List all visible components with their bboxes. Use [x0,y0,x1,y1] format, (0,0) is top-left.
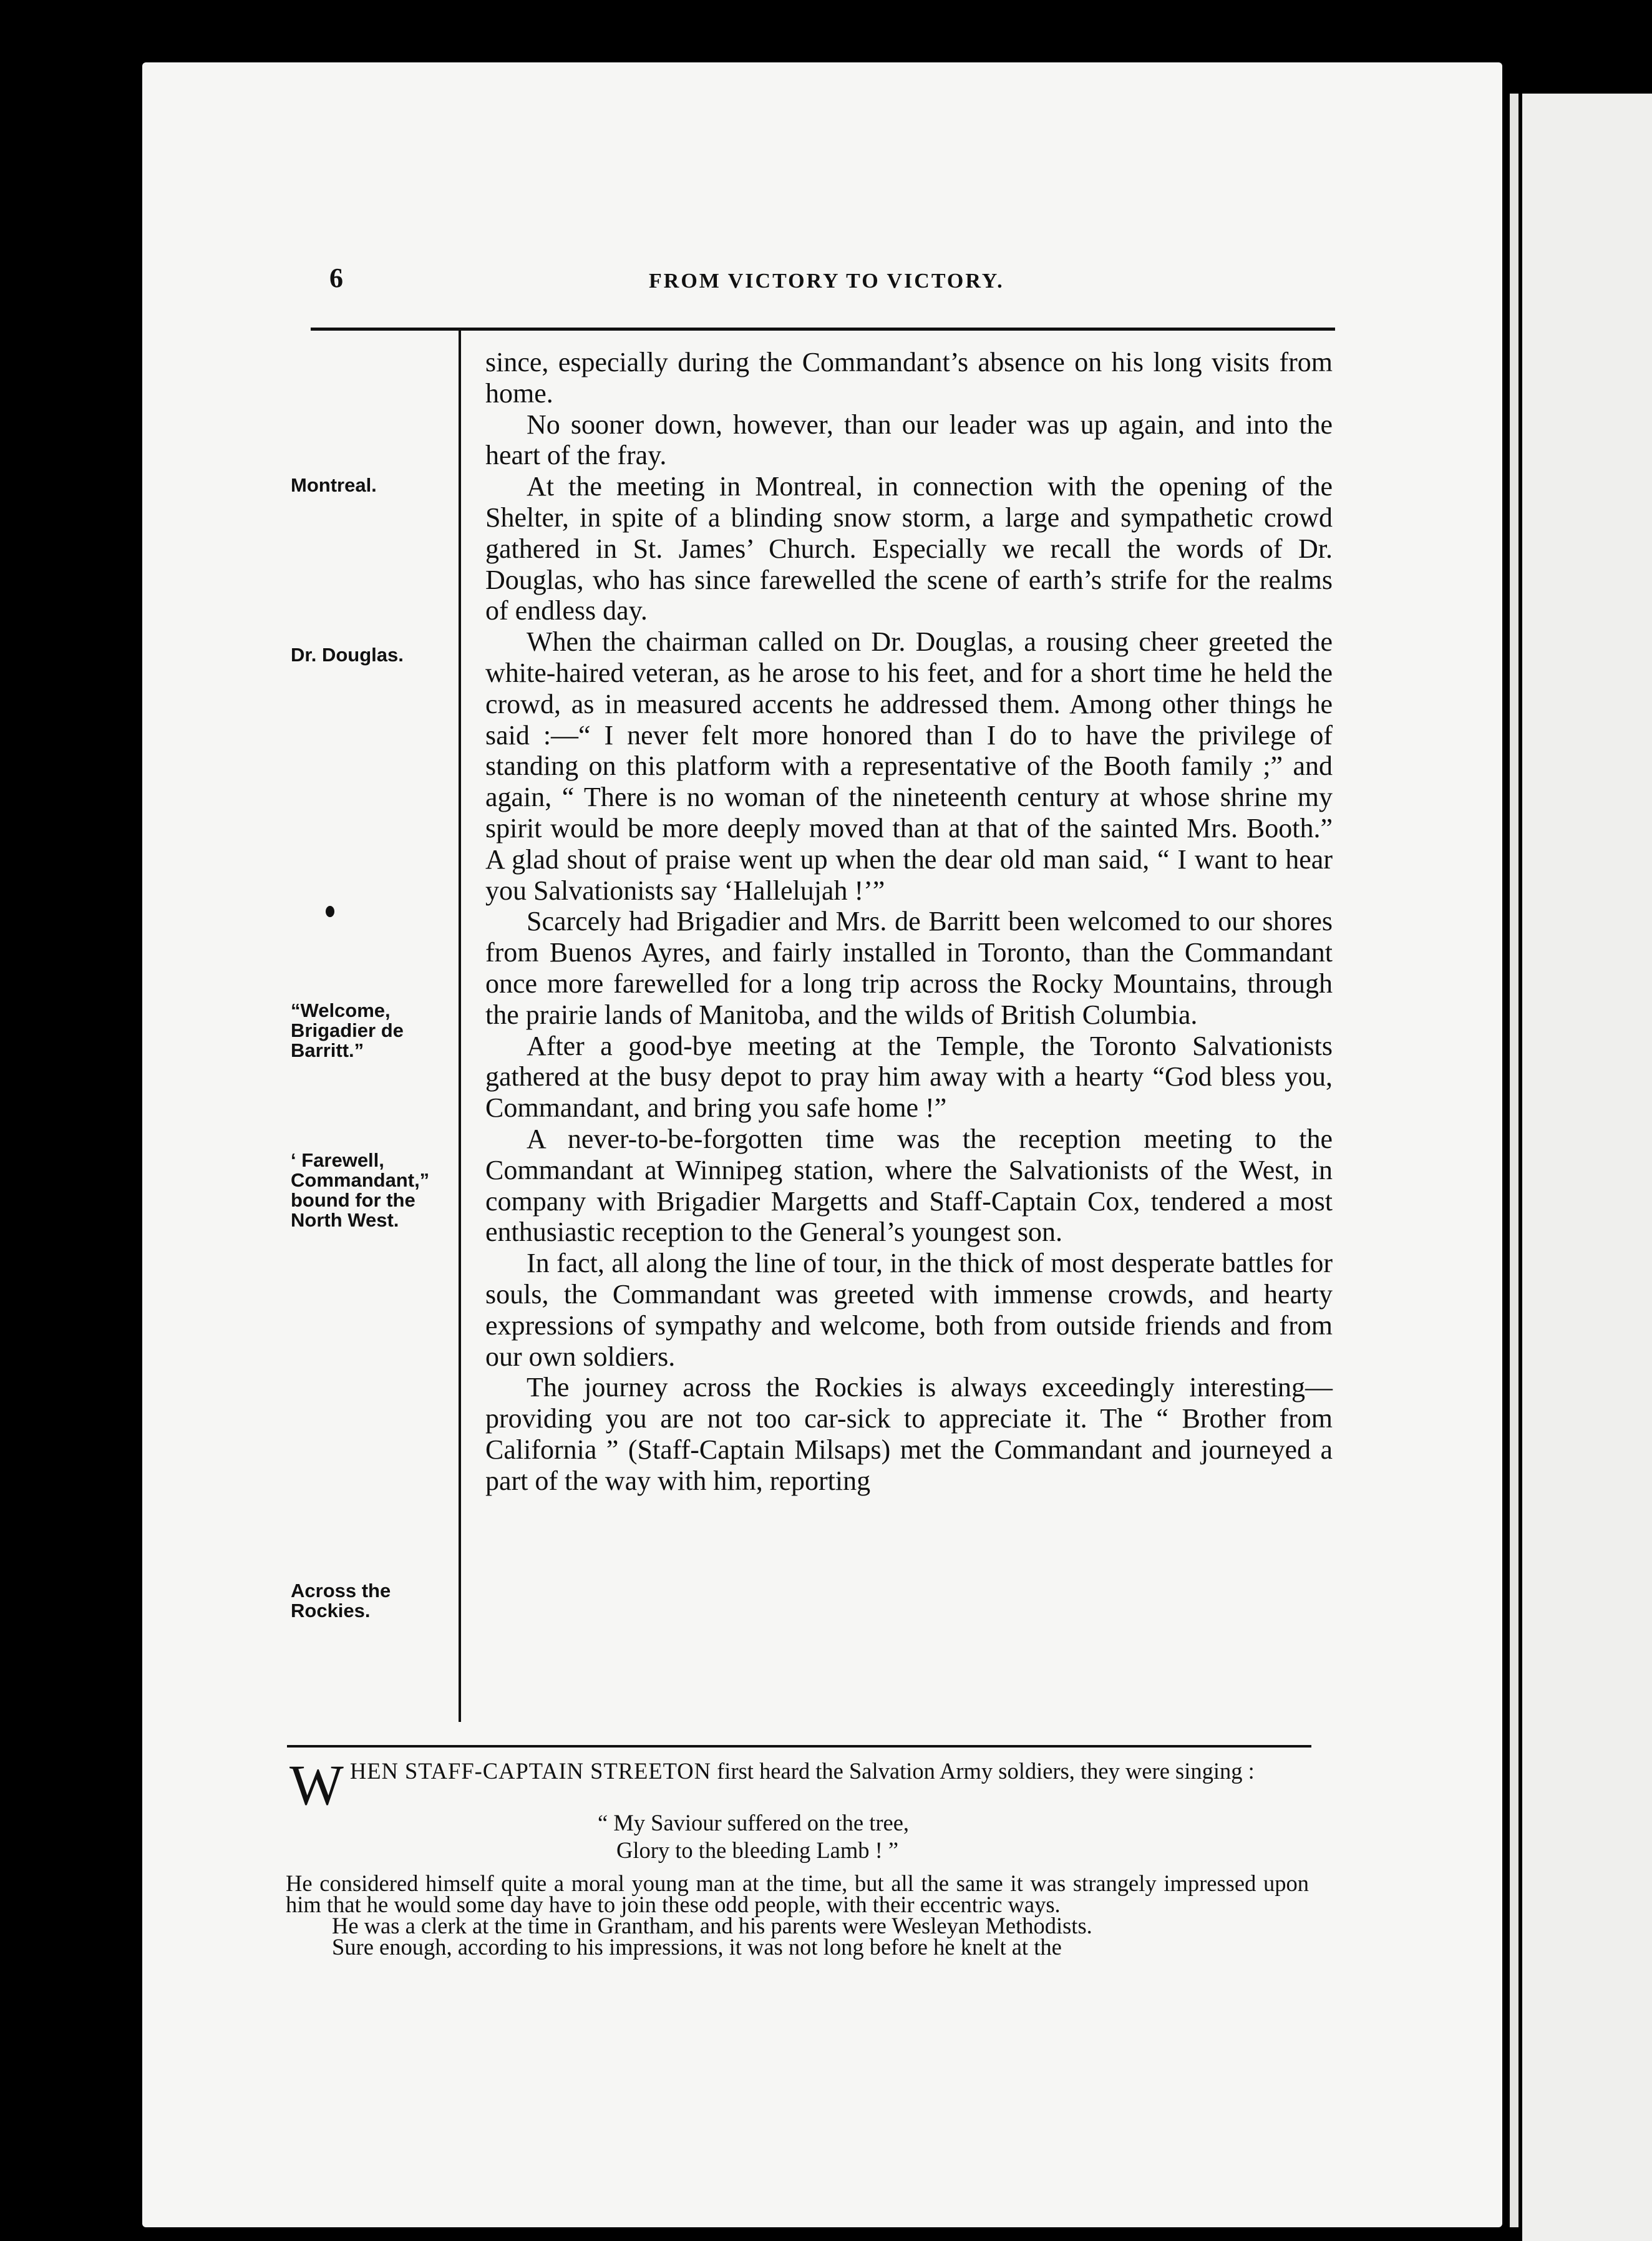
margin-note-farewell: ‘ Farewell, Commandant,” bound for the North West. [291,1149,430,1231]
margin-note-montreal: Montreal. [291,474,377,496]
page-number: 6 [329,263,343,293]
running-title: FROM VICTORY TO VICTORY. [649,270,1004,293]
body-paragraph: A never-to-be-forgotten time was the reception meeting to the Commandant at Winnipeg station, where the Salvationists of the West, in company with Brigadier Margetts and Staff-Captain Cox, tendered a most enthusiastic reception to the General’s youngest son. [485,1123,1333,1248]
body-paragraph: At the meeting in Montreal, in connection with the opening of the Shelter, in spite of a blinding snow storm, a large and sympathetic crowd gathered in St. James’ Church. Especially we recall the words of Dr. Douglas, who has since farewelled the scene of earth’s strife for the realms of endless day. [485,471,1333,626]
ink-speck [326,906,334,917]
body-paragraph: In fact, all along the line of tour, in the thick of most desperate battles for souls, the Commandant was greeted with immense crowds, and hearty expressions of sympathy and welcome, both from outside friends and from our own soldiers. [485,1248,1333,1372]
footer-paragraph: He was a clerk at the time in Grantham, and his parents were Wesleyan Methodists. [332,1913,1092,1938]
footer-paragraph: He considered himself quite a moral young man at the time, but all the same it was strangely impressed upon him that he would some day have to join these odd people, with their eccentric ways. [286,1870,1309,1917]
adjacent-page [1522,94,1652,2241]
body-paragraph: When the chairman called on Dr. Douglas, a rousing cheer greeted the white-haired veteran, as he arose to his feet, and for a short time he held the crowd, as in measured accents he addressed them. Among other things he said :—“ I never felt more honored than I do to have the privilege of standing on this platform with a representative of the Booth family ;” and again, “ There is no woman of the nineteenth century at whose shrine my spirit would be more deeply moved than at that of the sainted Mrs. Booth.” A glad shout of praise went up when the dear old man said, “ I want to hear you Salvationists say ‘Hallelujah !’” [485,626,1333,906]
lead-text: first heard the Salvation Army soldiers, they were singing : [717,1758,1255,1784]
body-paragraph: Scarcely had Brigadier and Mrs. de Barritt been welcomed to our shores from Buenos Ayres, and fairly installed in Toronto, than the Commandant once more farewelled for a long trip across the Rocky Mountains, through the prairie lands of Manitoba, and the wilds of British Columbia. [485,906,1333,1030]
main-text-column [485,347,1333,1496]
margin-note-rockies: Across the Rockies. [291,1580,391,1621]
margin-note-welcome: “Welcome, Brigadier de Barritt.” [291,999,404,1061]
column-divider [459,328,461,1722]
margin-note-dr-douglas: Dr. Douglas. [291,644,404,666]
body-paragraph: No sooner down, however, than our leader was up again, and into the heart of the fray. [485,409,1333,471]
header-rule [311,328,1335,331]
verse-line: “ My Saviour suffered on the tree, [598,1810,910,1835]
footer-story [286,1753,1309,1960]
verse-line: Glory to the bleeding Lamb ! ” [616,1837,899,1863]
lead-caps: HEN STAFF-CAPTAIN STREETON [349,1758,712,1784]
page-edge-shadow [1510,94,1518,2227]
body-paragraph: The journey across the Rockies is always exceedingly interesting—providing you are not too car-sick to appreciate it. The “ Brother from California ” (Staff-Captain Milsaps) met the Commandant and journeyed a part of the way with him, reporting [485,1372,1333,1496]
footer-paragraph: Sure enough, according to his impressions, it was not long before he knelt at the [332,1934,1062,1960]
drop-cap: W [289,1753,344,1817]
body-paragraph: since, especially during the Commandant’s absence on his long visits from home. [485,347,1333,409]
body-paragraph: After a good-bye meeting at the Temple, the Toronto Salvationists gathered at the busy depot to pray him away with a hearty “God bless you, Commandant, and bring you safe home !” [485,1030,1333,1124]
section-rule [287,1745,1311,1748]
